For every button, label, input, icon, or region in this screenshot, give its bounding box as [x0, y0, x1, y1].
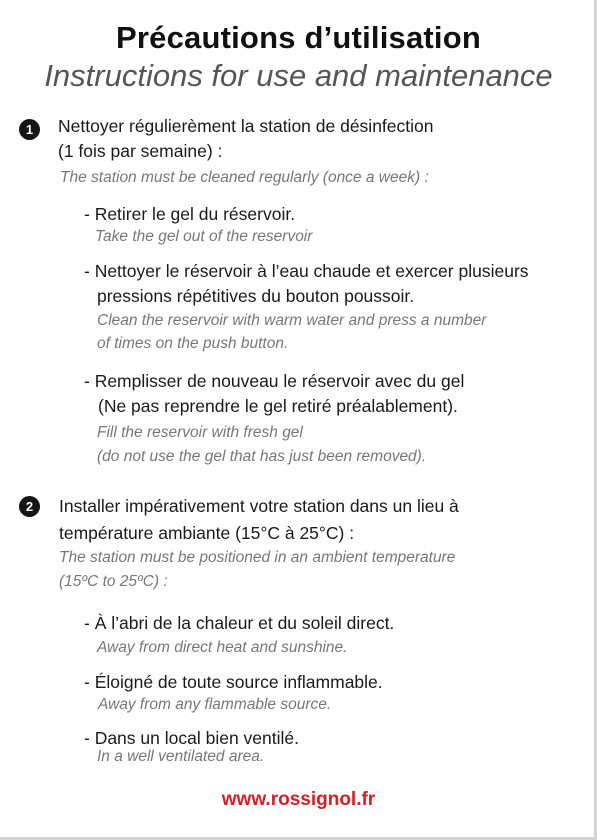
section-2-subtitle-line-1: The station must be positioned in an ambient temperature — [59, 549, 456, 566]
section-2-heading-line-1: Installer impérativement votre station dans un lieu à — [59, 496, 459, 516]
website-link[interactable]: www.rossignol.fr — [221, 789, 376, 810]
section-1-item-1-fr: - Retirer le gel du réservoir. — [84, 204, 296, 224]
section-1-item-2-fr-line-2: pressions répétitives du bouton poussoir. — [97, 286, 415, 306]
section-1-item-3-fr-line-2: (Ne pas reprendre le gel retiré préalablement). — [98, 396, 458, 416]
title-french: Précautions d’utilisation — [116, 20, 481, 55]
section-2-item-2-en: Away from any flammable source. — [98, 696, 332, 713]
section-2-item-2-fr: - Éloigné de toute source inflammable. — [84, 672, 383, 692]
section-1-item-2-en-line-1: Clean the reservoir with warm water and press a number — [97, 312, 487, 329]
section-2-heading-line-2: température ambiante (15°C à 25°C) : — [59, 523, 355, 543]
section-1-item-3-en-line-1: Fill the reservoir with fresh gel — [97, 424, 303, 441]
section-1-number-badge: 1 — [19, 119, 40, 140]
section-2-item-1-en: Away from direct heat and sunshine. — [97, 639, 348, 656]
section-2-number-badge: 2 — [19, 496, 40, 517]
section-1-heading-line-2: (1 fois par semaine) : — [58, 141, 223, 161]
section-2-item-3-fr: - Dans un local bien ventilé. — [84, 728, 299, 748]
section-1-item-1-en: Take the gel out of the reservoir — [95, 228, 313, 245]
section-1-item-3-en-line-2: (do not use the gel that has just been removed). — [97, 448, 427, 465]
section-2-subtitle-line-2: (15ºC to 25ºC) : — [59, 573, 168, 590]
section-1-item-3-fr-line-1: - Remplisser de nouveau le réservoir avec du gel — [84, 371, 465, 391]
section-1-item-2-fr-line-1: - Nettoyer le réservoir à l’eau chaude et exercer plusieurs — [84, 261, 529, 281]
section-1-item-2-en-line-2: of times on the push button. — [97, 335, 289, 352]
section-1-heading-line-1: Nettoyer régulierèment la station de désinfection — [58, 116, 434, 136]
section-2-item-3-en: In a well ventilated area. — [97, 748, 265, 765]
section-1-subtitle: The station must be cleaned regularly (once a week) : — [60, 169, 429, 186]
title-english: Instructions for use and maintenance — [44, 58, 553, 93]
section-2-item-1-fr: - À l’abri de la chaleur et du soleil direct. — [84, 613, 395, 633]
